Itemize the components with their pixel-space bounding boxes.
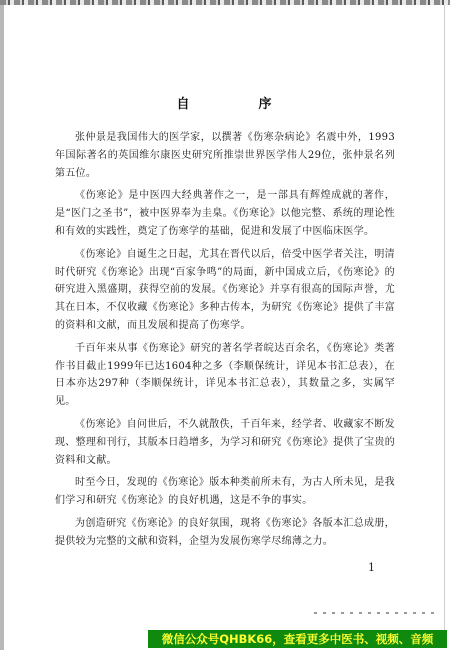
- footer-dotted-line: [314, 612, 434, 614]
- paragraph-3: 《伤寒论》自诞生之日起，尤其在晋代以后，倍受中医学者关注，明清时代研究《伤寒论》出现“百家争鸣”的局面，新中国成立后，《伤寒论》的研究进入黑盛期，获得空前的发展。《伤寒论》并享有很高的国际声誉，尤其在日本，不仅收藏《伤寒论》多种古传本，为研究《伤寒论》提供了丰富的资料和文献，而且发展和提高了伤寒学。: [55, 248, 395, 331]
- paragraph-1: 张仲景是我国伟大的医学家，以撰著《伤寒杂病论》名震中外，1993年国际著名的英国维尔康医史研究所推崇世界医学伟人29位，张仲景名列第五位。: [55, 132, 395, 179]
- paragraph-5: 《伤寒论》自问世后，不久就散佚，千百年来，经学者、收藏家不断发现、整理和刊行，其版本日趋增多，为学习和研究《伤寒论》提供了宝贵的资料和文献。: [55, 418, 395, 466]
- preface-body: [55, 129, 395, 556]
- document-page: [4, 5, 445, 630]
- page-number: 1: [368, 561, 375, 574]
- wechat-banner[interactable]: 微信公众号QHBK66，查看更多中医书、视频、音频: [148, 630, 447, 648]
- paragraph-4: 千百年来从事《伤寒论》研究的著名学者皖达百余名，《伤寒论》类著作书目截止1999年已达1604种之多（李顺保统计，详见本书汇总表），在日本亦达297种（李顺保统计，详见本书汇总表），其数量之多，实属罕见。: [55, 342, 395, 408]
- paragraph-2: 《伤寒论》是中医四大经典著作之一，是一部具有辉煌成就的著作，是“医门之圣书”，被中医界奉为圭臬。《伤寒论》以他完整、系统的理论性和有效的实践性，奠定了伤寒学的基础，促进和发展了中医临床医学。: [55, 190, 395, 237]
- page-title: 自 序: [176, 97, 300, 112]
- paragraph-6: 时至今日，发现的《伤寒论》版本种类前所未有，为古人所未见，是我们学习和研究《伤寒论》的良好机遇，这是不争的事实。: [55, 477, 395, 507]
- paragraph-7: 为创造研究《伤寒论》的良好氛围，现将《伤寒论》各版本汇总成册，提供较为完整的文献和资料，企望为发展伤寒学尽绵薄之力。: [55, 517, 395, 547]
